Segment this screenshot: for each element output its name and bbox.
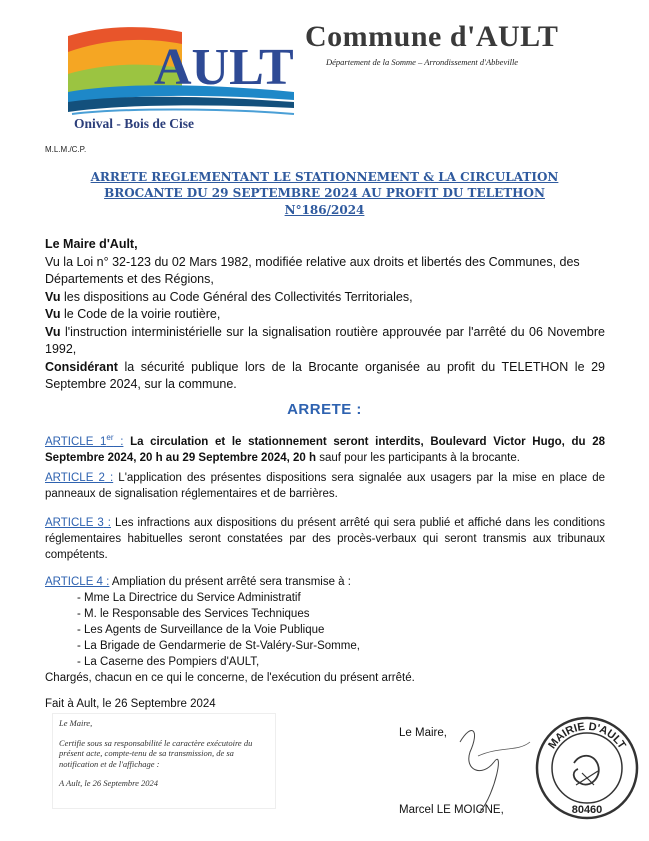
cert-text: Certifie sous sa responsabilité le caractère exécutoire du présent acte, compte-tenu de sa transmission, de sa notification et de l'affichage : — [59, 737, 253, 769]
article-4-label: ARTICLE 4 : — [45, 576, 110, 588]
commune-title: Commune d'AULT — [305, 20, 559, 53]
article-4-closing: Chargés, chacun en ce qui le concerne, de l'exécution du présent arrêté. — [45, 672, 415, 684]
svg-text:80460: 80460 — [571, 804, 603, 816]
title-number: N°186/2024 — [284, 203, 365, 217]
article-2: ARTICLE 2 : L'application des présentes dispositions sera signalée aux usagers par la mise en place de panneaux de signalisation réglementaires et de barrières. — [45, 472, 606, 500]
recipient-list — [45, 590, 605, 670]
preamble-considerant: Considérant la sécurité publique lors de la Brocante organisée au profit du TELETHON le 29 Septembre 2024, sur la commune. — [45, 359, 605, 391]
article-1: ARTICLE 1er : La circulation et le stationnement seront interdits, Boulevard Victor Hugo, du 28 Septembre 2024, 20 h au 29 Septembre 2024, 20 h sauf pour les participants à la brocante. — [45, 433, 606, 464]
logo-main-text: AULT — [154, 39, 294, 96]
article-2-label: ARTICLE 2 : — [45, 472, 114, 484]
article-3-label: ARTICLE 3 : — [45, 517, 111, 529]
title-line-2: BROCANTE DU 29 SEPTEMBRE 2024 AU PROFIT DU TELETHON — [104, 186, 545, 200]
preamble-vu-4: Vu l'instruction interministérielle sur la signalisation routière approuvée par l'arrêté du 06 Novembre 1992, — [45, 324, 605, 356]
ault-logo — [62, 22, 298, 134]
commune-subtitle: Département de la Somme – Arrondissement d'Abbeville — [326, 57, 519, 67]
reference-code: M.L.M./C.P. — [45, 145, 87, 154]
arrete-heading: ARRETE : — [287, 401, 362, 418]
maire-label: Le Maire, — [399, 727, 447, 739]
preamble-vu-3: Vu le Code de la voirie routière, — [45, 307, 221, 321]
preamble — [45, 236, 605, 394]
mairie-stamp-icon — [532, 713, 642, 823]
list-item: - La Brigade de Gendarmerie de St-Valéry-Sur-Somme, — [77, 640, 360, 652]
done-at: Fait à Ault, le 26 Septembre 2024 — [45, 698, 216, 710]
article-3: ARTICLE 3 : Les infractions aux dispositions du présent arrêté qui sera publié et affiché dans les conditions réglementaires habituelles seront constatées par des procès-verbaux qui seront transmis aux tribunaux compétents. — [45, 517, 605, 561]
list-item: - Les Agents de Surveillance de la Voie Publique — [77, 624, 325, 636]
svg-text:MAIRIE D'AULT: MAIRIE D'AULT — [546, 720, 628, 752]
article-1-label: ARTICLE 1er : — [45, 433, 124, 448]
preamble-vu-1: Vu la Loi n° 32-123 du 02 Mars 1982, modifiée relative aux droits et libertés des Communes, des Départements et des Régions, — [45, 254, 580, 286]
cert-place-date: A Ault, le 26 Septembre 2024 — [59, 778, 158, 788]
preamble-mayor: Le Maire d'Ault, — [45, 237, 138, 251]
article-4: ARTICLE 4 : Ampliation du présent arrêté sera transmise à : - Mme La Directrice du Service Administratif - M. le Responsable des Services Techniques - Les Agents de Surveillance de la Voie Publique - La Brigade de Gendarmerie de St-Valéry-Sur-Somme, - La Caserne des Pompiers d'AULT, Chargés, chacun en ce qui le concerne, de l'exécution du présent arrêté. — [45, 574, 605, 686]
cert-title: Le Maire, — [59, 718, 93, 728]
list-item: - Mme La Directrice du Service Administratif — [77, 592, 301, 604]
list-item: - La Caserne des Pompiers d'AULT, — [77, 656, 260, 668]
logo-sub-text: Onival - Bois de Cise — [74, 116, 195, 131]
preamble-vu-2: Vu les dispositions au Code Général des Collectivités Territoriales, — [45, 289, 413, 304]
list-item: - M. le Responsable des Services Techniques — [77, 608, 310, 620]
certification-box — [52, 713, 276, 809]
signatory-name: Marcel LE MOIGNE, — [399, 804, 504, 816]
title-line-1: ARRETE REGLEMENTANT LE STATIONNEMENT & LA CIRCULATION — [90, 170, 559, 184]
